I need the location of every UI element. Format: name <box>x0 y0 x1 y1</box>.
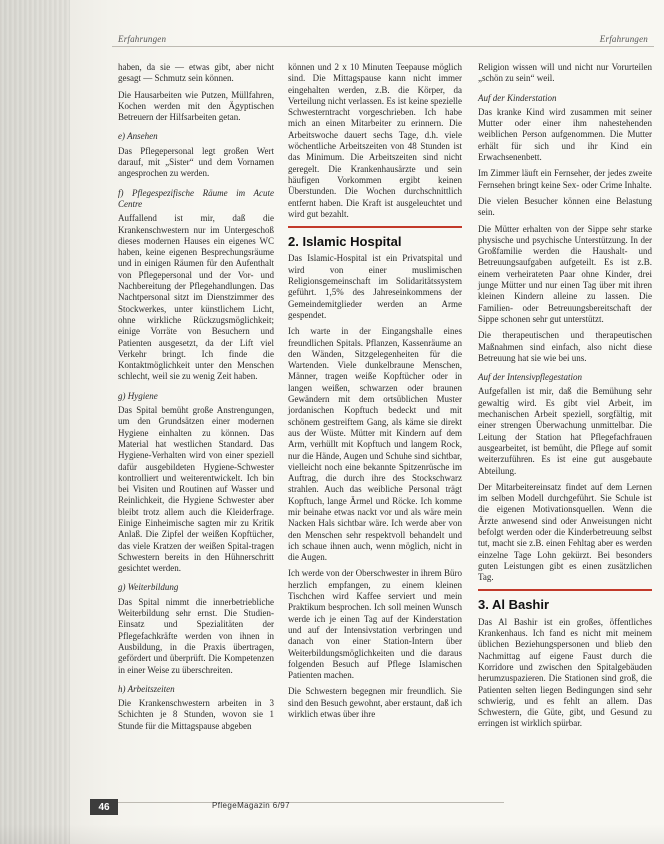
subheading: g) Hygiene <box>118 390 158 401</box>
magazine-title: PflegeMagazin 6/97 <box>212 801 290 810</box>
paragraph: Das Spital nimmt die innerbetriebliche Weiterbildung sehr ernst. Die Studien-Einsatz und Spezialitäten der Pflegefachkräfte werden von ihnen in Ausbildung, in die Praxis übertragen, gefördert und überprüft. Die Kompetenzen in einer Weise zu überschreiten. <box>118 596 274 675</box>
paragraph: Das Pflegepersonal legt großen Wert darauf, mit „Sister“ und dem Vornamen angesprochen zu werden. <box>118 145 274 179</box>
subheading: g) Weiterbildung <box>118 582 179 593</box>
paragraph: haben, da sie — etwas gibt, aber nicht gesagt — Schmutz sein können. <box>118 62 274 84</box>
paragraph: Der Mitarbeitereinsatz findet auf dem Lernen im selben Modell durchgeführt. Sie Schule ist die eigenen Motivationsquellen. Wenn die Ärzte anwesend sind oder Anweisungen nicht befolgt werden oder die Kinderbetreuung selbst tut, macht sie z.B. einen Fehltag aber es werden einzelne Tage Lohn gekürzt. Bei besonders guten Leistungen gibt es einen zusätzlichen Tag. <box>478 481 652 583</box>
section-heading: 3. Al Bashir <box>478 597 550 613</box>
paragraph: Das Al Bashir ist ein großes, öffentliches Krankenhaus. Ich fand es nicht mit meinem üblichen Beziehungspersonen und blieb den Nachmittag auf eigene Faust durch die Korridore und zwischen den Spitalgebäuden herumzuspazieren. Die Stationen sind groß, die Patienten selten liegen Bedingungen sind sehr schwierig, und es fehlt an allem. Das Schwestern, die Güte, gibt, und Gesund zu erringen ist wirklich spürbar. <box>478 616 652 729</box>
page-number: 46 <box>90 799 118 815</box>
paragraph: Religion wissen will und nicht nur Vorurteilen „schön zu sein“ weil. <box>478 62 652 84</box>
paragraph: Ich warte in der Eingangshalle eines freundlichen Spitals. Pflanzen, Kassenräume an den Wänden, Sitzgelegenheiten für die Wartenden. Viele dunkelbraune Menschen, Männer, tragen weiße Kopftücher oder in langen weißen, schwarzen oder braunen Gewändern mit dem ortsüblichen Muster jordanischen Kopftuch bedeckt und mit schönem gestreiftem Gang, als käme sie direkt aus der Wüste. Mütter mit Kindern auf dem Arm, verhüllt mit Kopftuch und langem Rock, nur die Hände, Augen und Schuhe sind sichtbar, vielleicht noch eine bekannte Spitzenrüsche im Auftrag, die durch ihre des Stockschwarz strahlen. Auch das weibliche Personal trägt Kopftuch, lange Ärmel und Röcke. Ich komme mir beinahe etwas nackt vor und als wäre mein Nacken Hals sichtbar wäre. Ich werde aber von den Menschen sehr respektvoll behandelt und ich schaue ihnen auch, wenn möglich, nicht in die Augen. <box>288 326 462 563</box>
running-head-left: Erfahrungen <box>118 34 167 44</box>
section-rule <box>478 589 652 591</box>
page-shadow <box>0 824 664 844</box>
column-1 <box>118 62 274 737</box>
paragraph: können und 2 x 10 Minuten Teepause möglich sind. Die Mittagspause kann nicht immer eingehalten werden, z.B. die Körper, da Verteilung nicht verlassen. Es ist keine spezielle Schwesterntracht vorgeschrieben. Ich habe mich an einen Mitarbeiter zu erinnern. Die Arbeitswoche dauert sechs Tage, d.h. viele wöchentliche Arbeitszeiten von 48 Stunden ist das Minimum. Die Arbeitszeiten sind nicht geregelt. Die Krankenhausärzte und sein häufigen Vorkommen ergibt keinen Überstunden. Die Wochen durchschnittlich entfernt haben. Die Kraft ist ausgeleuchtet und wird gut bezahlt. <box>288 62 462 219</box>
paragraph: Aufgefallen ist mir, daß die Bemühung sehr gewaltig wird. Es gibt viel Arbeit, im mechanischen Arbeit speziell, sorgfältig, mit einer strengen Überwachung unmittelbar. Die Leitung der Station hat Pflegefachfrauen ausgearbeitet, ist bemüht, die Pflege auf somit weiterzuführen. Es ist eine gut ausgebaute Abteilung. <box>478 386 652 476</box>
paragraph: Im Zimmer läuft ein Fernseher, der jedes zweite Fernsehen bringt keine Sex- oder Crime Inhalte. <box>478 168 652 190</box>
subheading: Auf der Kinderstation <box>478 92 557 103</box>
paragraph: Die Schwestern begegnen mir freundlich. Sie sind den Besuch gewohnt, aber erstaunt, daß ich wirklich etwas über ihre <box>288 686 462 720</box>
paragraph: Ich werde von der Oberschwester in ihrem Büro herzlich empfangen, zu einem kleinen Tischchen wird Kaffee serviert und mein Praktikum besprochen. Ich soll meinen Wunsch werde ich je einen Tag auf der Kinderstation und auf der Intensivstation verbringen und danach von einer Station-Intern über Weiterbildungsmöglichkeiten und die daraus folgenden Besuch auf Pflege Islamischen Patienten machen. <box>288 568 462 681</box>
paragraph: Die therapeutischen und therapeutischen Maßnahmen sind einfach, also nicht diese Betreuung hat sie wie bei uns. <box>478 330 652 363</box>
column-3 <box>478 62 652 735</box>
stacked-page-edges <box>0 0 70 844</box>
paragraph: Das Islamic-Hospital ist ein Privatspital und wird von einer muslimischen Religionsgemeinschaft im Solidaritätssystem geführt. 1,5% des Jahreseinkommens der Gemeindemitglieder werden an Arme gespendet. <box>288 253 462 320</box>
section-rule <box>288 226 462 228</box>
subheading: h) Arbeitszeiten <box>118 683 175 694</box>
subheading: Auf der Intensivpflegestation <box>478 372 582 383</box>
paragraph: Das kranke Kind wird zusammen mit seiner Mutter oder einer ihm nahestehenden weiblichen Person aufgenommen. Die Mutter erhält für sich und ihr Kind ein Erwachsenenbett. <box>478 106 652 163</box>
subheading: e) Ansehen <box>118 131 158 142</box>
paragraph: Die Krankenschwestern arbeiten in 3 Schichten je 8 Stunden, wovon sie 1 Stunde für die Mittagspause abgeben <box>118 698 274 731</box>
paragraph: Die Mütter erhalten von der Sippe sehr starke physische und psychische Unterstützung. In der Großfamilie werden die Haushalt- und Betreuungsaufgaben aufgeteilt. Es ist z.B. einem verheirateten Paar ohne Kinder, drei junge Mütter und nur einen Tag über mit ihren kleinen Kindern alleine zu lassen. Die Familien- oder Betreuungsbereitschaft der Sippe schonen sehr gut unterstützt. <box>478 223 652 324</box>
paragraph: Die vielen Besucher können eine Belastung sein. <box>478 195 652 218</box>
subheading: f) Pflegespezifische Räume im Acute Centre <box>118 187 274 209</box>
column-2 <box>288 62 462 725</box>
paragraph: Das Spital bemüht große Anstrengungen, um den Grundsätzen einer modernen Hygiene einhalten zu können. Das Material hat westlichen Standard. Das Hygiene-Verhalten wird von einer speziell dafür ausgebildeten Hygiene-Schwester kontrolliert und weiterentwickelt. Ich bin bei Visiten und Routinen auf Wasser und Reinlichkeit, die Hygiene Schwester aber bleibt trotz allem auch die Kleiderfrage. Einige Einheimische sagten mir zu Kritik Anlaß. Die Zipfel der weißen Kopftücher, das viele Kratzen der weißen Spital-tragen Schwestern bereits in den Hühnerschritt gesichtet werden. <box>118 405 274 574</box>
section-heading: 2. Islamic Hospital <box>288 234 402 250</box>
running-head-right: Erfahrungen <box>599 34 648 44</box>
header-rule <box>112 46 654 47</box>
paragraph: Auffallend ist mir, daß die Krankenschwestern nur im Untergeschoß dieses modernen Hauses ein eigenes WC haben, keine eigenen Besprechungsräume und in einigen Räumen für den Aufenthalt von Pflegepersonal und der Vor- und Nachbereitung der Pflegehandlungen. Das Nachtpersonal sitzt im Dienstzimmer des Stockwerkes, unter künstlichem Licht, ohne wirkliche Rückzugsmöglichkeit; einige Vorräte von Besuchern und Patienten ausgesetzt, da der Lift viel Verkehr bringt. Ich finde die Kontaktmöglichkeit unter den Menschen schlecht, weil sie zu wenig Zeit haben. <box>118 213 274 382</box>
footer-rule <box>112 802 504 803</box>
paragraph: Die Hausarbeiten wie Putzen, Müllfahren, Kochen werden mit den Ägyptischen Betreuern der Hilfsarbeiten getan. <box>118 89 274 123</box>
